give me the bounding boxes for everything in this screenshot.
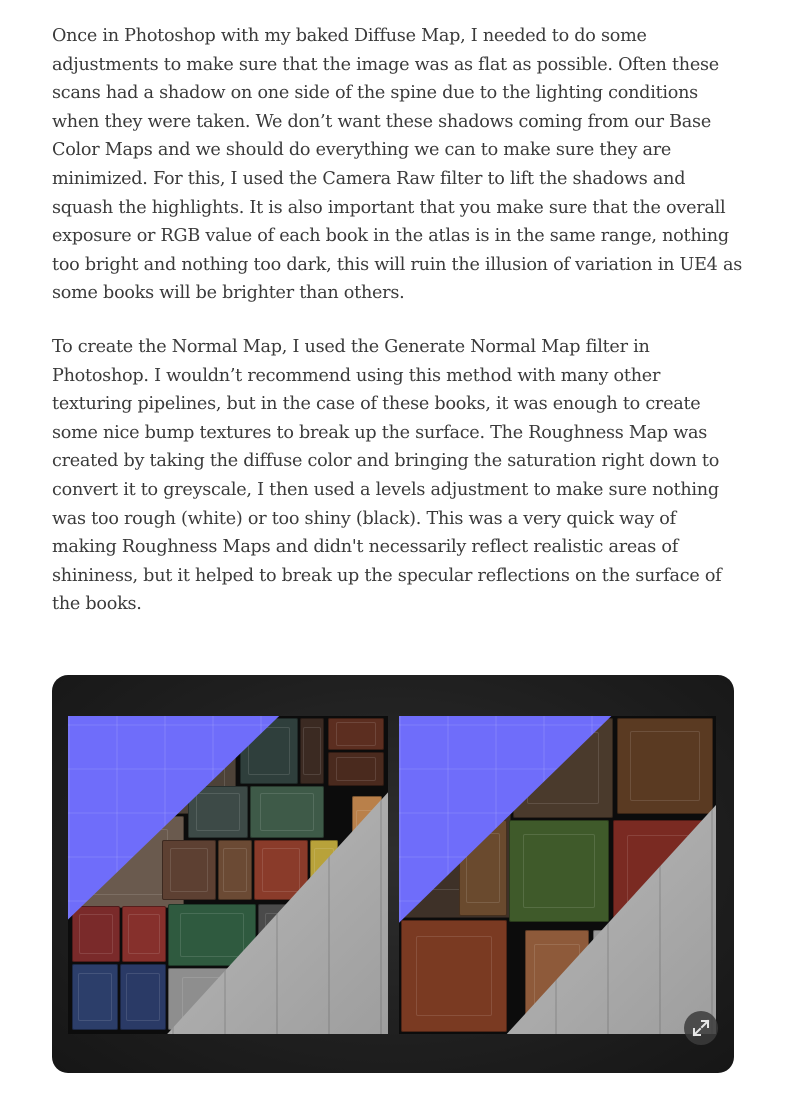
texture-atlas-left [68, 716, 388, 1034]
texture-atlas-right [399, 716, 716, 1034]
book-cover-tile [401, 920, 507, 1032]
article-body [52, 22, 742, 619]
book-cover-tile [328, 718, 384, 750]
book-cover-tile [328, 752, 384, 786]
expand-icon [691, 1018, 711, 1038]
book-cover-tile [162, 840, 216, 900]
book-cover-tile [122, 906, 166, 962]
book-cover-tile [120, 964, 166, 1030]
book-cover-tile [72, 906, 120, 962]
book-cover-tile [300, 718, 324, 784]
paragraph-normal-roughness: To create the Normal Map, I used the Generate Normal Map filter in Photoshop. I wouldn’t recommend using this method with many other texturing pipelines, but in the case of these books, it was enough to create some nice bump textures to break up the surface. The Roughness Map was created by taking the diffuse color and bringing the saturation right down to convert it to greyscale, I then used a levels adjustment to make sure nothing was too rough (white) or too shiny (black). This was a very quick way of making Roughness Maps and didn't necessarily reflect realistic areas of shininess, but it helped to break up the specular reflections on the surface of the books. [52, 336, 722, 615]
book-cover-tile [218, 840, 252, 900]
book-cover-tile [72, 964, 118, 1030]
texture-atlas-figure [52, 675, 734, 1073]
expand-image-button[interactable] [684, 1011, 718, 1045]
book-cover-tile [617, 718, 713, 814]
paragraph-diffuse: Once in Photoshop with my baked Diffuse Map, I needed to do some adjustments to make sure that the image was as flat as possible. Often these scans had a shadow on one side of the spine due to the lighting conditions when they were taken. We don’t want these shadows coming from our Base Color Maps and we should do everything we can to make sure they are minimized. For this, I used the Camera Raw filter to lift the shadows and squash the highlights. It is also important that you make sure that the overall exposure or RGB value of each book in the atlas is in the same range, nothing too bright and nothing too dark, this will ruin the illusion of variation in UE4 as some books will be brighter than others. [52, 26, 742, 304]
book-cover-tile [250, 786, 324, 838]
book-cover-tile [509, 820, 609, 922]
